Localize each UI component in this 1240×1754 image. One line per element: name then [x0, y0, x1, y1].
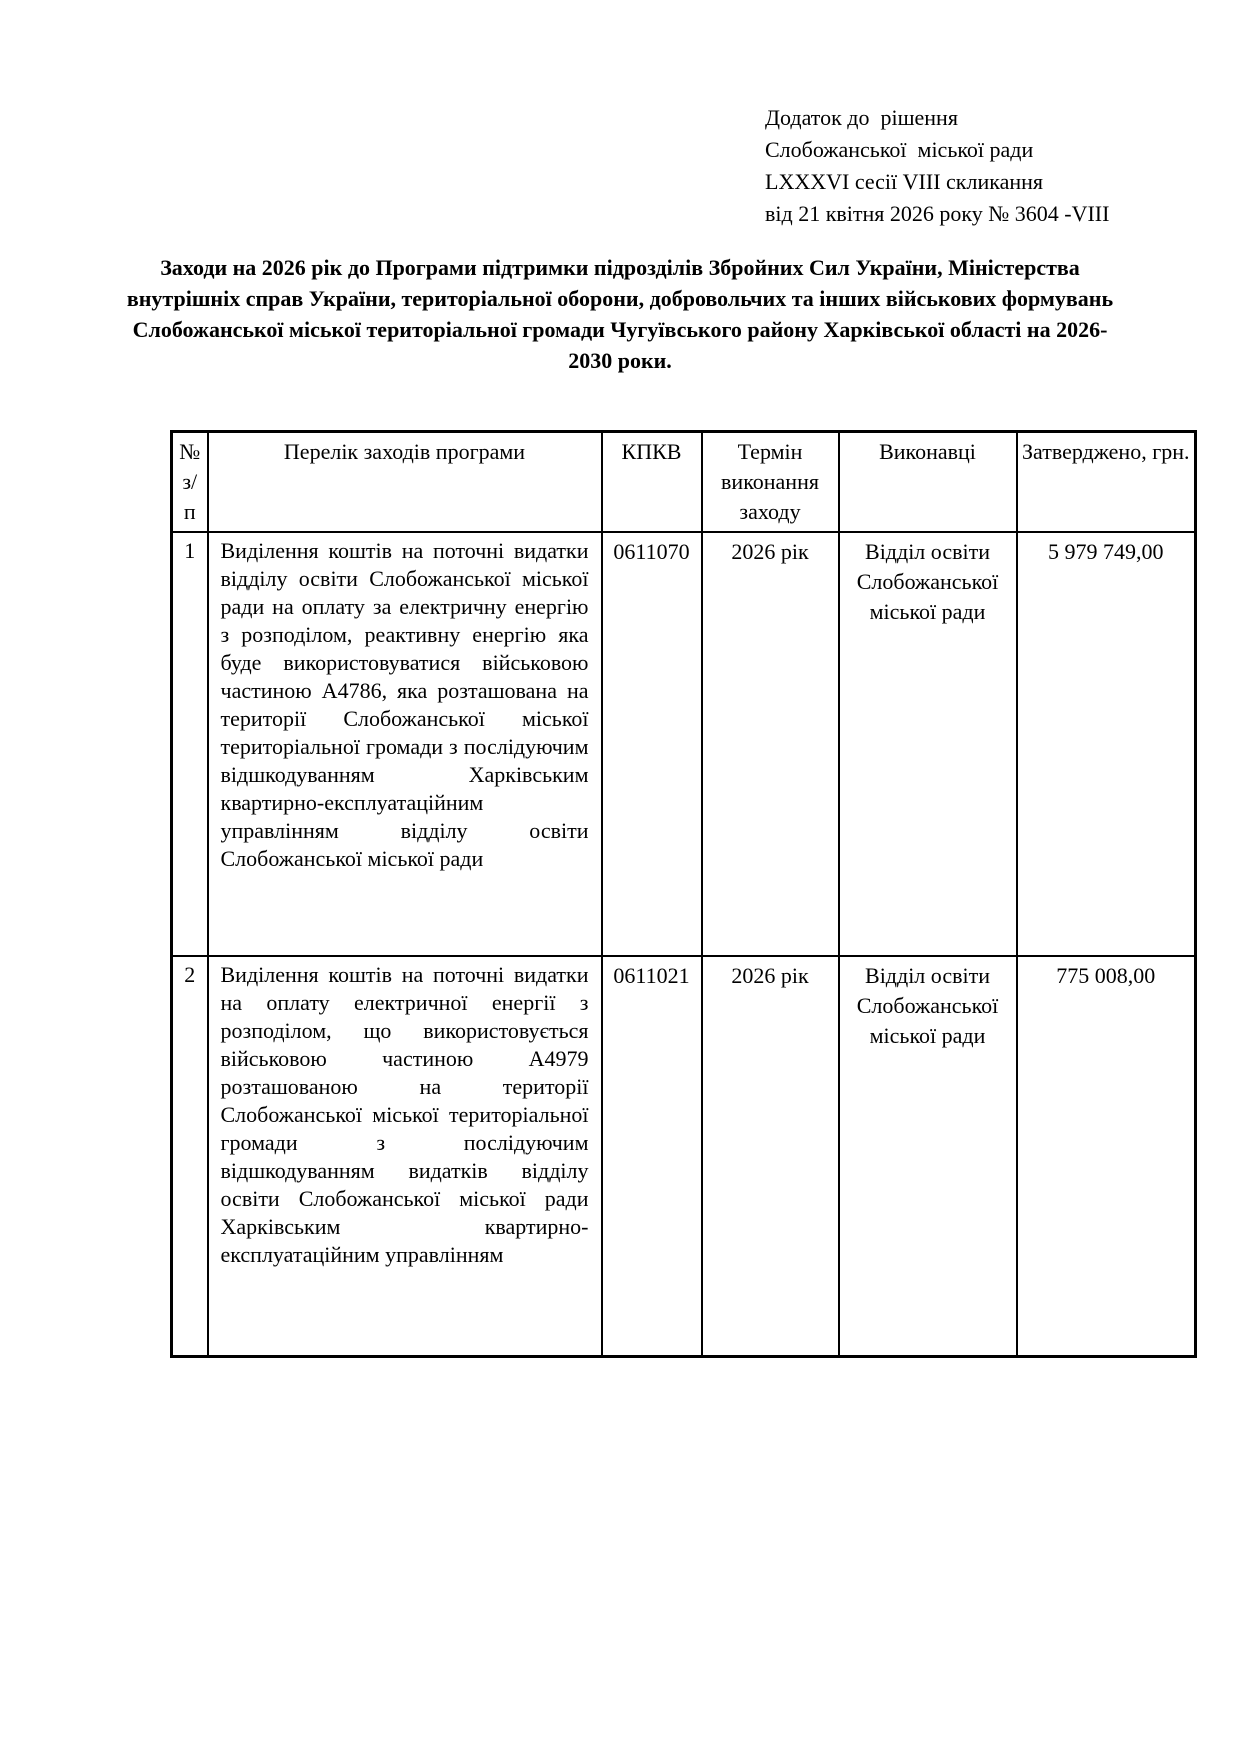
column-header-executors: Виконавці [839, 432, 1017, 533]
row-number: 2 [172, 956, 208, 1356]
reference-line-date-number: від 21 квітня 2026 року № 3604 -VIII [765, 201, 1110, 226]
row-executor: Відділ освіти Слобожанської міської ради [839, 956, 1017, 1356]
row-term: 2026 рік [702, 956, 839, 1356]
row-approved-amount: 775 008,00 [1017, 956, 1196, 1356]
reference-line-session: LXXXVI сесії VIII скликання [765, 169, 1044, 194]
row-number: 1 [172, 532, 208, 956]
column-header-number [172, 432, 208, 533]
column-header-kpkv: КПКВ [602, 432, 702, 533]
table-row [172, 956, 1196, 1356]
column-header-number-bottom: з/п [182, 469, 198, 524]
row-kpkv-code: 0611070 [602, 532, 702, 956]
row-approved-amount: 5 979 749,00 [1017, 532, 1196, 956]
row-executor: Відділ освіти Слобожанської міської ради [839, 532, 1017, 956]
measures-table [170, 430, 1197, 1358]
row-term: 2026 рік [702, 532, 839, 956]
reference-line-appendix: Додаток до рішення [765, 105, 958, 130]
document-title: Заходи на 2026 рік до Програми підтримки підрозділів Збройних Сил України, Міністерства внутрішніх справ України, територіальної оборони, добровольчих та інших військових формувань Слобожанської міської територіальної громади Чугуївського району Харківської області на 2026-2030 роки. [126, 255, 1114, 373]
row-kpkv-code: 0611021 [602, 956, 702, 1356]
column-header-number-top: № [179, 439, 201, 464]
column-header-approved: Затверджено, грн. [1017, 432, 1196, 533]
column-header-term: Термін виконання заходу [702, 432, 839, 533]
reference-line-council: Слобожанської міської ради [765, 137, 1034, 162]
table-row [172, 532, 1196, 956]
column-header-program: Перелік заходів програми [208, 432, 602, 533]
table-header-row [172, 432, 1196, 533]
row-description: Виділення коштів на поточні видатки на оплату електричної енергії з розподілом, що використовується військовою частиною А4979 розташованою на території Слобожанської міської територіальної громади з послідуючим відшкодуванням видатків відділу освіти Слобожанської міської ради Харківським квартирно-експлуатаційним управлінням [208, 956, 602, 1356]
decision-reference-block [765, 102, 1109, 230]
row-description: Виділення коштів на поточні видатки відділу освіти Слобожанської міської ради на оплату за електричну енергію з розподілом, реактивну енергію яка буде використовуватися військовою частиною А4786, яка розташована на території Слобожанської міської територіальної громади з послідуючим відшкодуванням Харківським квартирно-експлуатаційним управлінням відділу освіти Слобожанської міської ради [208, 532, 602, 956]
